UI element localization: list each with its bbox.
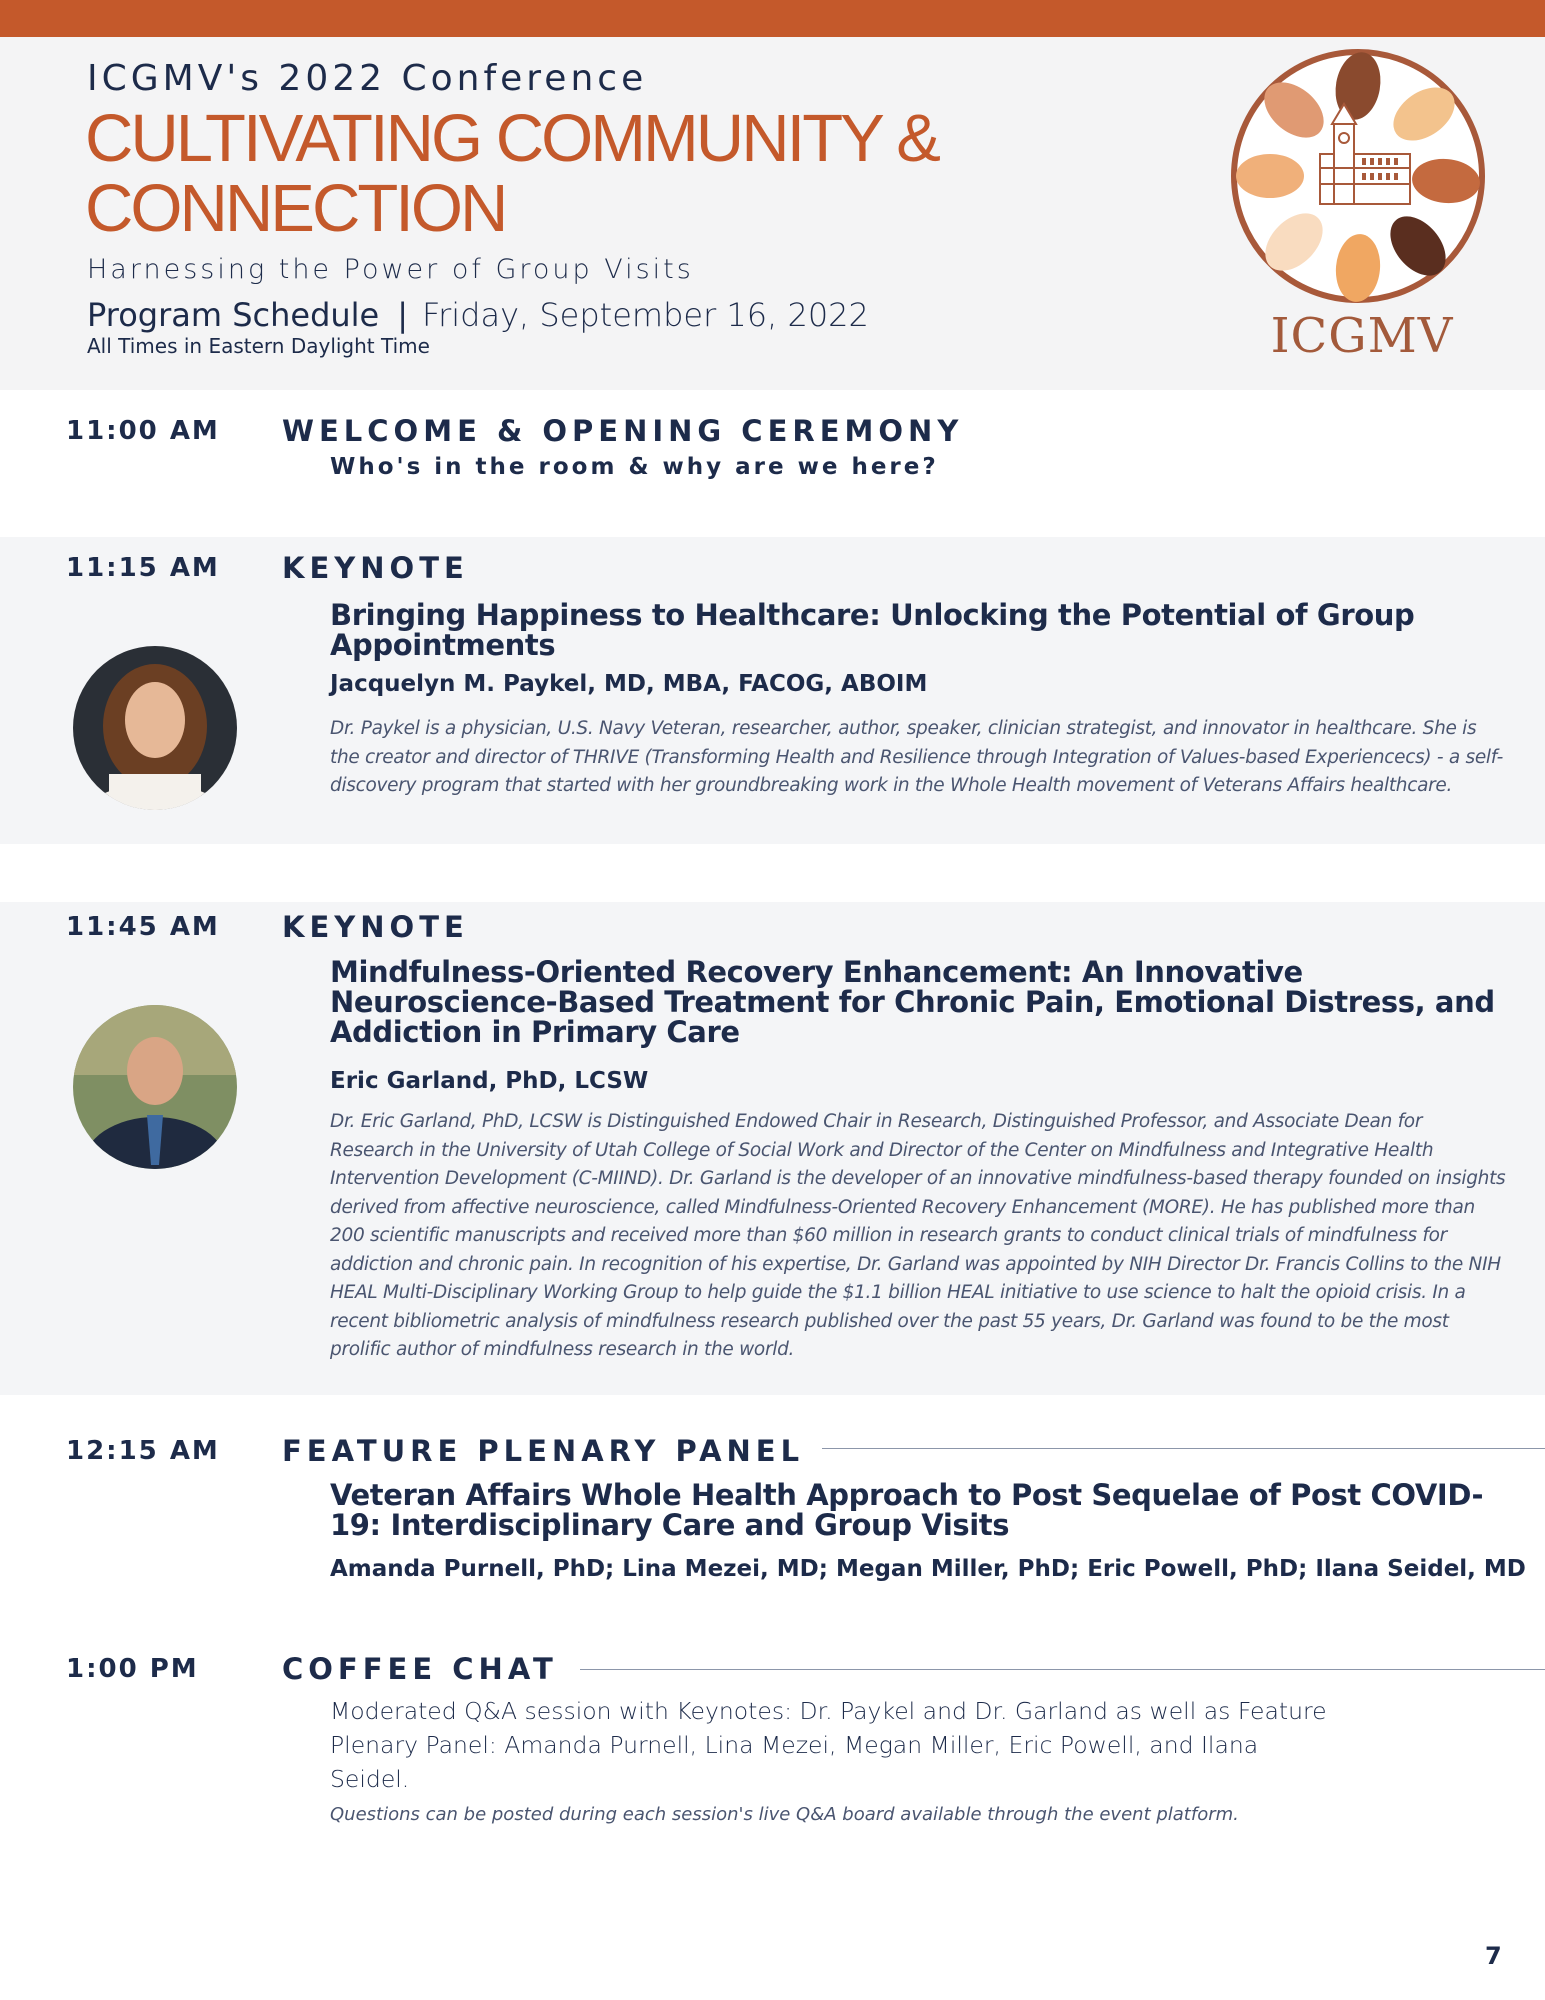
schedule-date: Friday, September 16, 2022 xyxy=(422,296,869,334)
schedule-separator: | xyxy=(397,296,409,334)
top-accent-bar xyxy=(0,0,1545,37)
session-note: Questions can be posted during each session's live Q&A board available through the event platform. xyxy=(330,1804,1239,1825)
session-time: 11:45 AM xyxy=(66,912,220,942)
talk-title: Bringing Happiness to Healthcare: Unlocking the Potential of Group Appointments xyxy=(330,598,1415,662)
speaker-photo-avatar xyxy=(73,1005,237,1169)
session-time: 11:15 AM xyxy=(66,553,220,583)
speaker-names: Amanda Purnell, PhD; Lina Mezei, MD; Megan Miller, PhD; Eric Powell, PhD; Ilana Seidel, MD xyxy=(330,1556,1526,1582)
schedule-line xyxy=(87,296,869,334)
session-time: 12:15 AM xyxy=(66,1436,220,1466)
speaker-bio: Dr. Eric Garland, PhD, LCSW is Distinguished Endowed Chair in Research, Distinguished Professor, and Associate Dean for Research in the University of Utah College of Social Work and Director of the Center on Mindfulness and Integrative Health Intervention Development (C-MIIND). Dr. Garland is the developer of an innovative mindfulness-based therapy founded on insights derived from affective neuroscience, called Mindfulness-Oriented Recovery Enhancement (MORE). He has published more than 200 scientific manuscripts and received more than $60 million in research grants to conduct clinical trials of mindfulness for addiction and chronic pain. In recognition of his expertise, Dr. Garland was appointed by NIH Director Dr. Francis Collins to the NIH HEAL Multi-Disciplinary Working Group to help guide the $1.1 billion HEAL initiative to use science to halt the opioid crisis. In a recent bibliometric analysis of mindfulness research published over the past 55 years, Dr. Garland was found to be the most prolific author of mindfulness research in the world. xyxy=(330,1111,1506,1360)
section-divider xyxy=(580,1669,1545,1670)
page-subtitle: Harnessing the Power of Group Visits xyxy=(87,254,694,285)
talk-title: Veteran Affairs Whole Health Approach to Post Sequelae of Post COVID-19: Interdisciplinary Care and Group Visits xyxy=(330,1478,1484,1542)
speaker-photo-avatar xyxy=(73,646,237,810)
session-type: KEYNOTE xyxy=(282,910,469,944)
timezone-note: All Times in Eastern Daylight Time xyxy=(87,334,430,358)
session-time: 1:00 PM xyxy=(66,1654,199,1684)
session-type: FEATURE PLENARY PANEL xyxy=(282,1434,805,1468)
schedule-label: Program Schedule xyxy=(87,296,380,334)
speaker-bio: Dr. Paykel is a physician, U.S. Navy Veteran, researcher, author, speaker, clinician strategist, and innovator in healthcare. She is the creator and director of THRIVE (Transforming Health and Resilience through Integration of Values-based Experiencecs) - a self-discovery program that started with her groundbreaking work in the Whole Health movement of Veterans Affairs healthcare. xyxy=(330,718,1504,796)
session-description: Moderated Q&A session with Keynotes: Dr. Paykel and Dr. Garland as well as Feature Plenary Panel: Amanda Purnell, Lina Mezei, Megan Miller, Eric Powell, and Ilana Seidel. xyxy=(330,1697,1327,1793)
speaker-name: Jacquelyn M. Paykel, MD, MBA, FACOG, ABOIM xyxy=(330,671,928,697)
title-line-2: CONNECTION xyxy=(85,171,506,246)
page-title xyxy=(85,101,938,246)
session-time: 11:00 AM xyxy=(66,416,220,446)
session-type: COFFEE CHAT xyxy=(282,1652,558,1686)
session-subtitle: Who's in the room & why are we here? xyxy=(330,454,939,480)
logo-text: ICGMV xyxy=(1270,308,1454,364)
session-type: KEYNOTE xyxy=(282,551,469,585)
section-divider xyxy=(822,1448,1545,1449)
title-line-1: CULTIVATING COMMUNITY & xyxy=(85,101,938,176)
talk-title: Mindfulness-Oriented Recovery Enhancement: An Innovative Neuroscience-Based Treatment for Chronic Pain, Emotional Distress, and Addiction in Primary Care xyxy=(330,955,1495,1049)
conference-label: ICGMV's 2022 Conference xyxy=(87,58,648,99)
session-type: WELCOME & OPENING CEREMONY xyxy=(282,414,964,448)
speaker-name: Eric Garland, PhD, LCSW xyxy=(330,1068,649,1094)
page-number: 7 xyxy=(1485,1942,1502,1970)
